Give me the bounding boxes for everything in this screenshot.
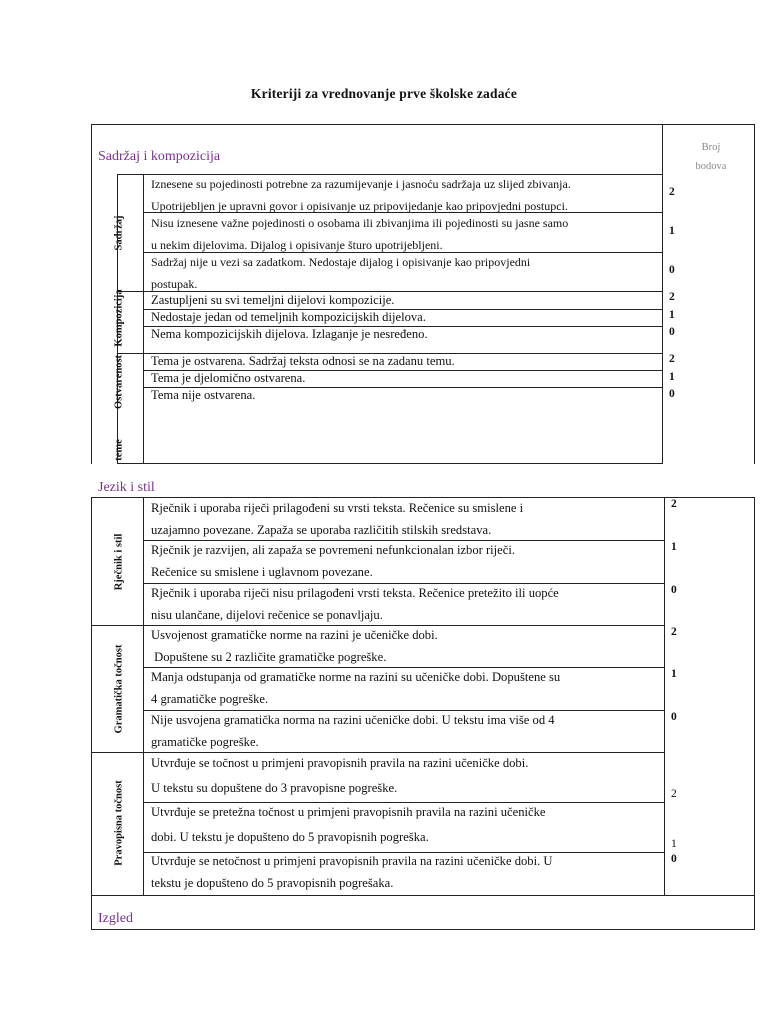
- points-value: 1: [669, 225, 675, 237]
- section-title-content: Sadržaj i kompozicija: [98, 149, 221, 164]
- criterion-text: Nije usvojena gramatička norma na razini učeničke dobi. U tekstu ima više od 4 gramatičke pogreške.: [151, 713, 555, 749]
- points-value: 1: [671, 668, 677, 680]
- section-title-language: Jezik i stil: [98, 480, 155, 495]
- points-value: 2: [669, 291, 675, 303]
- points-value: 0: [671, 853, 677, 865]
- points-column-header: [668, 138, 754, 176]
- criterion-text: Nisu iznesene važne pojedinosti o osobama ili zbivanjima ili pojedinosti su jasne samo u nekim dijelovima. Dijalog i opisivanje šturo upotrijebljeni.: [151, 216, 569, 252]
- points-value: 1: [669, 371, 675, 383]
- points-value: 1: [671, 838, 677, 850]
- criterion-text: Rječnik je razvijen, ali zapaža se povremeni nefunkcionalan izbor riječi. Rečenice su smislene i uglavnom povezane.: [151, 543, 516, 579]
- points-value: 2: [669, 186, 675, 198]
- category-label-pravopisna: Pravopisna točnost: [113, 780, 125, 866]
- criterion-text: Nema kompozicijskih dijelova. Izlaganje je nesređeno.: [151, 327, 428, 341]
- category-label-ostvarenost: Ostvarenost: [113, 354, 125, 410]
- points-value: 0: [671, 584, 677, 596]
- criterion-text: Tema je djelomično ostvarena.: [151, 371, 306, 385]
- points-value: 2: [669, 353, 675, 365]
- points-value: 2: [671, 498, 677, 510]
- points-value: 0: [669, 326, 675, 338]
- criterion-text: Usvojenost gramatičke norme na razini je učeničke dobi. Dopuštene su 2 različite gramatičke pogreške.: [151, 628, 438, 664]
- criterion-text: Tema je ostvarena. Sadržaj teksta odnosi se na zadanu temu.: [151, 354, 455, 368]
- criterion-text: Tema nije ostvarena.: [151, 388, 256, 402]
- criterion-text: Utvrđuje se točnost u primjeni pravopisnih pravila na razini učeničke dobi. U tekstu su dopuštene do 3 pravopisne pogreške.: [151, 756, 529, 795]
- points-value: 0: [671, 711, 677, 723]
- category-label-kompozicija: Kompozicija: [113, 289, 125, 347]
- criterion-text: Zastupljeni su svi temeljni dijelovi kompozicije.: [151, 293, 395, 307]
- points-value: 1: [669, 309, 675, 321]
- points-value: 1: [671, 541, 677, 553]
- criterion-text: Rječnik i uporaba riječi nisu prilagođeni vrsti teksta. Rečenice pretežito ili uopće nisu ulančane, dijelovi rečenice se ponavljaju.: [151, 586, 559, 622]
- points-value: 2: [671, 788, 677, 800]
- category-label-rjecnik: Rječnik i stil: [113, 533, 125, 591]
- points-value: 0: [669, 388, 675, 400]
- category-label-teme: teme: [113, 439, 125, 461]
- criterion-text: Iznesene su pojedinosti potrebne za razumijevanje i jasnoću sadržaja uz slijed zbivanja. Upotrijebljen je upravni govor i opisivanje uz pripovijedanje kao pripovjedni postupci.: [151, 177, 571, 213]
- section-title-appearance: Izgled: [98, 911, 133, 926]
- criterion-text: Manja odstupanja od gramatičke norme na razini su učeničke dobi. Dopuštene su 4 gramatičke pogreške.: [151, 670, 561, 706]
- points-header-line2: bodova: [695, 161, 727, 172]
- criterion-text: Sadržaj nije u vezi sa zadatkom. Nedostaje dijalog i opisivanje kao pripovjedni postupak.: [151, 255, 531, 291]
- points-header-line1: Broj: [701, 142, 721, 153]
- category-label-sadrzaj: Sadržaj: [113, 215, 125, 251]
- points-value: 2: [671, 626, 677, 638]
- points-value: 0: [669, 264, 675, 276]
- criterion-text: Utvrđuje se netočnost u primjeni pravopisnih pravila na razini učeničke dobi. U tekstu je dopušteno do 5 pravopisnih pogrešaka.: [151, 854, 553, 890]
- page-title: Kriteriji za vrednovanje prve školske zadaće: [250, 86, 518, 101]
- criterion-text: Rječnik i uporaba riječi prilagođeni su vrsti teksta. Rečenice su smislene i uzajamno povezane. Zapaža se uporaba različitih stilskih sredstava.: [151, 501, 524, 537]
- category-label-gramaticka: Gramatička točnost: [113, 644, 125, 734]
- criterion-text: Nedostaje jedan od temeljnih kompozicijskih dijelova.: [151, 310, 426, 324]
- criterion-text: Utvrđuje se pretežna točnost u primjeni pravopisnih pravila na razini učeničke dobi. U tekstu je dopušteno do 5 pravopisnih pogreška.: [151, 805, 546, 844]
